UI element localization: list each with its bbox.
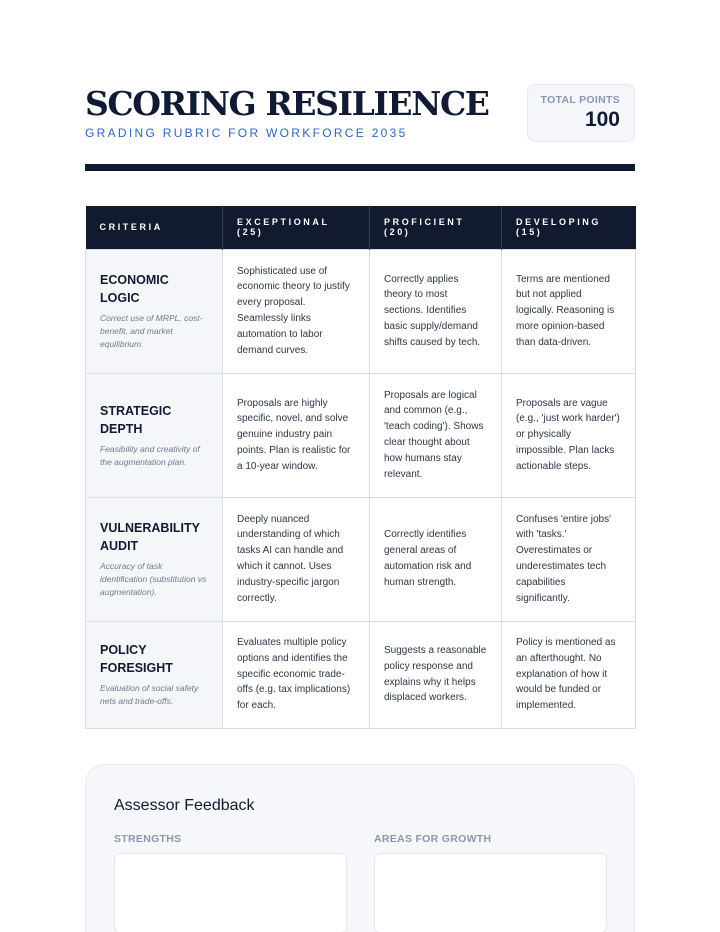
header-divider	[85, 164, 635, 171]
criteria-name: STRATEGIC DEPTH	[100, 403, 172, 436]
page-header	[85, 84, 635, 164]
table-row	[86, 373, 636, 497]
criteria-description: Correct use of MRPL, cost-benefit, and market equilibrium.	[100, 313, 203, 349]
criteria-cell	[86, 621, 223, 728]
column-header-criteria: CRITERIA	[86, 206, 223, 249]
proficient-cell: Correctly applies theory to most sections. Identifies basic supply/demand shifts caused by tech.	[370, 249, 502, 373]
strengths-field[interactable]	[114, 853, 347, 932]
criteria-name: POLICY FORESIGHT	[100, 643, 173, 675]
proficient-cell: Correctly identifies general areas of automation risk and human strength.	[370, 497, 502, 621]
exceptional-cell: Deeply nuanced understanding of which tasks AI can handle and which it cannot. Uses industry-specific jargon correctly.	[223, 497, 370, 621]
feedback-title: Assessor Feedback	[114, 797, 255, 814]
exceptional-cell: Proposals are highly specific, novel, and solve genuine industry pain points. Plan is realistic for a 10-year window.	[223, 373, 370, 497]
proficient-cell: Proposals are logical and common (e.g., 'teach coding'). Shows clear thought about how humans stay relevant.	[370, 373, 502, 497]
developing-cell: Confuses 'entire jobs' with 'tasks.' Overestimates or underestimates tech capabilities significantly.	[502, 497, 636, 621]
areas-for-growth-label: AREAS FOR GROWTH	[374, 833, 492, 845]
table-row	[86, 249, 636, 373]
page-title: SCORING RESILIENCE	[85, 84, 489, 123]
table-row	[86, 621, 636, 728]
developing-cell: Proposals are vague (e.g., 'just work harder') or physically impossible. Plan lacks actionable steps.	[502, 373, 636, 497]
exceptional-cell: Sophisticated use of economic theory to justify every proposal. Seamlessly links automation to labor demand curves.	[223, 249, 370, 373]
total-points-value: 100	[584, 108, 620, 131]
criteria-description: Evaluation of social safety nets and trade-offs.	[100, 683, 199, 706]
criteria-cell	[86, 249, 223, 373]
total-points-card	[527, 84, 635, 142]
criteria-name: ECONOMIC LOGIC	[100, 273, 169, 305]
developing-cell: Policy is mentioned as an afterthought. No explanation of how it would be funded or implemented.	[502, 621, 636, 728]
exceptional-cell: Evaluates multiple policy options and identifies the specific economic trade-offs (e.g. tax implications) for each.	[223, 621, 370, 728]
criteria-description: Feasibility and creativity of the augmentation plan.	[100, 443, 200, 467]
column-header-proficient: PROFICIENT (20)	[370, 206, 502, 249]
proficient-cell: Suggests a reasonable policy response and explains why it helps displaced workers.	[370, 621, 502, 728]
total-points-label: TOTAL POINTS	[540, 94, 620, 106]
assessor-feedback-panel	[85, 764, 635, 932]
table-row	[86, 497, 636, 621]
strengths-label: STRENGTHS	[114, 833, 182, 845]
criteria-name: VULNERABILITY AUDIT	[100, 521, 200, 553]
criteria-description: Accuracy of task identification (substitution vs augmentation).	[100, 561, 207, 597]
criteria-cell	[86, 497, 223, 621]
developing-cell: Terms are mentioned but not applied logically. Reasoning is more opinion-based than data-driven.	[502, 249, 636, 373]
page-subtitle: GRADING RUBRIC FOR WORKFORCE 2035	[85, 126, 408, 140]
rubric-table	[85, 206, 636, 729]
column-header-developing: DEVELOPING (15)	[502, 206, 636, 249]
table-header-row	[86, 206, 636, 249]
criteria-cell	[86, 373, 223, 497]
areas-for-growth-field[interactable]	[374, 853, 607, 932]
column-header-exceptional: EXCEPTIONAL (25)	[223, 206, 370, 249]
